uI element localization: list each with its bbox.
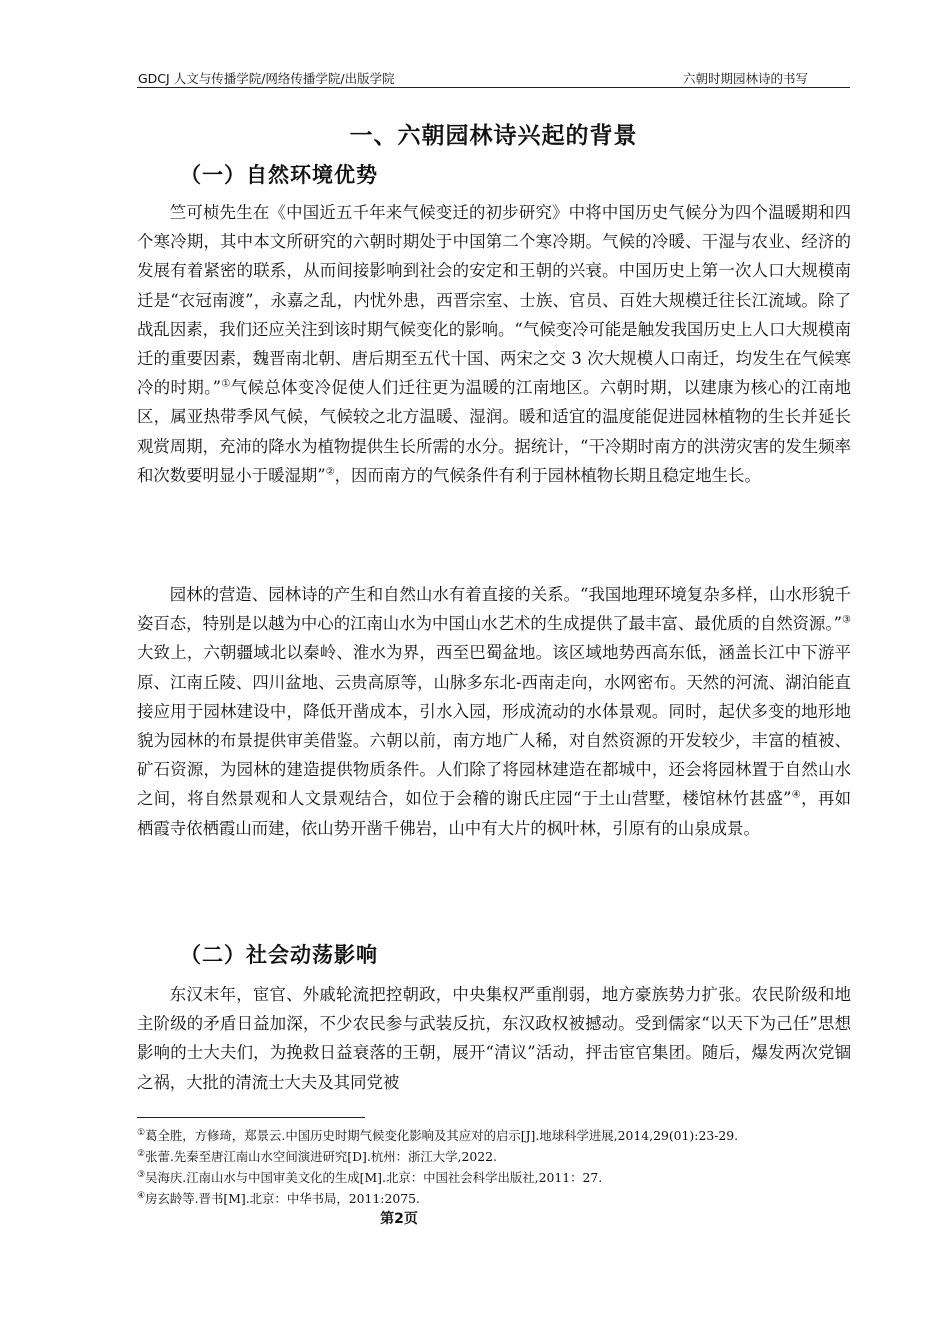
subsection-heading-1: （一）自然环境优势 xyxy=(180,163,378,187)
paragraph-text-run: ，再如栖霞寺依栖霞山而建，依山势开凿千佛岩，山中有大片的枫叶林，引原有的山泉成景。 xyxy=(137,789,852,838)
paragraph-text-run: 气候总体变冷促使人们迁往更为温暖的江南地区。六朝时期，以建康为核心的江南地区，属亚热带季风气候，气候较之北方温暖、湿润。暖和适宜的温度能促进园林植物的生长并延长观赏周期，充沛的降水为植物提供生长所需的水分。据统计，“干冷期时南方的洪涝灾害的发生频率和次数要明显小于暖湿期” xyxy=(137,378,851,485)
body-paragraph-3 xyxy=(137,980,851,1097)
paragraph-text-run: ，因而南方的气候条件有利于园林植物长期且稳定地生长。 xyxy=(334,465,761,485)
footnote-text: 葛全胜，方修琦，郑景云.中国历史时期气候变化影响及其应对的启示[J].地球科学进展,2014,29(01):23-29. xyxy=(145,1128,739,1143)
subsection-heading-2: （二）社会动荡影响 xyxy=(180,943,378,967)
footnote-text: 吴海庆.江南山水与中国审美文化的生成[M].北京：中国社会科学出版社,2011：27. xyxy=(145,1170,603,1185)
running-header xyxy=(137,67,850,88)
footnote-ref: ④ xyxy=(791,789,802,801)
footnote-text: 房玄龄等.晋书[M].北京：中华书局，2011:2075. xyxy=(145,1191,420,1206)
footnote-mark: ③ xyxy=(137,1169,146,1180)
footnote-mark: ④ xyxy=(137,1190,146,1201)
paragraph-text-run: 大致上，六朝疆域北以秦岭、淮水为界，西至巴蜀盆地。该区域地势西高东低，涵盖长江中下游平原、江南丘陵、四川盆地、云贵高原等，山脉多东北-西南走向，水网密布。天然的河流、湖泊能直接应用于园林建设中，降低开凿成本，引水入园，形成流动的水体景观。同时，起伏多变的地形地貌为园林的布景提供审美借鉴。六朝以前，南方地广人稀，对自然资源的开发较少，丰富的植被、矿石资源，为园林的建造提供物质条件。人们除了将园林建造在都城中，还会将园林置于自然山水之间，将自然景观和人文景观结合，如位于会稽的谢氏庄园“于土山营墅，楼馆林竹甚盛” xyxy=(137,643,851,809)
body-paragraph-2 xyxy=(137,580,851,843)
paragraph-text-run: 园林的营造、园林诗的产生和自然山水有着直接的关系。“我国地理环境复杂多样，山水形貌千姿百态，特别是以越为中心的江南山水为中国山水艺术的生成提供了最丰富、最优质的自然资源。” xyxy=(137,585,851,634)
page-number: 第2页 xyxy=(380,1211,418,1227)
footnote-separator xyxy=(137,1117,365,1118)
header-thesis-title: 六朝时期园林诗的书写 xyxy=(682,71,808,86)
footnote-ref: ③ xyxy=(842,614,851,626)
body-paragraph-1 xyxy=(137,198,851,490)
footnote-text: 张蕾.先秦至唐江南山水空间演进研究[D].杭州：浙江大学,2022. xyxy=(145,1149,497,1164)
footnote-3 xyxy=(137,1167,851,1188)
footnote-1 xyxy=(137,1125,851,1146)
footnote-mark: ② xyxy=(137,1148,146,1159)
footnote-ref: ① xyxy=(221,378,231,390)
section-title: 一、六朝园林诗兴起的背景 xyxy=(349,123,638,149)
footnote-4 xyxy=(137,1188,851,1209)
header-institution: GDCJ 人文与传播学院/网络传播学院/出版学院 xyxy=(138,71,395,86)
paragraph-text-run: 东汉末年，宦官、外戚轮流把控朝政，中央集权严重削弱，地方豪族势力扩张。农民阶级和地主阶级的矛盾日益加深，不少农民参与武装反抗，东汉政权被撼动。受到儒家“以天下为己任”思想影响的士大夫们，为挽救日益衰落的王朝，展开“清议”活动，抨击宦官集团。随后，爆发两次党锢之祸，大批的清流士大夫及其同党被 xyxy=(137,985,851,1092)
footnote-mark: ① xyxy=(137,1127,146,1138)
paragraph-text-run: 竺可桢先生在《中国近五千年来气候变迁的初步研究》中将中国历史气候分为四个温暖期和四个寒冷期，其中本文所研究的六朝时期处于中国第二个寒冷期。气候的冷暖、干湿与农业、经济的发展有着紧密的联系，从而间接影响到社会的安定和王朝的兴衰。中国历史上第一次人口大规模南迁是“衣冠南渡”，永嘉之乱，内忧外患，西晋宗室、士族、官员、百姓大规模迁往长江流域。除了战乱因素，我们还应关注到该时期气候变化的影响。“气候变冷可能是触发我国历史上人口大规模南迁的重要因素，魏晋南北朝、唐后期至五代十国、两宋之交 3 次大规模人口南迁，均发生在气候寒冷的时期。” xyxy=(137,203,851,398)
footnote-ref: ② xyxy=(325,466,335,478)
footnote-2 xyxy=(137,1146,851,1167)
footnotes xyxy=(137,1125,851,1209)
